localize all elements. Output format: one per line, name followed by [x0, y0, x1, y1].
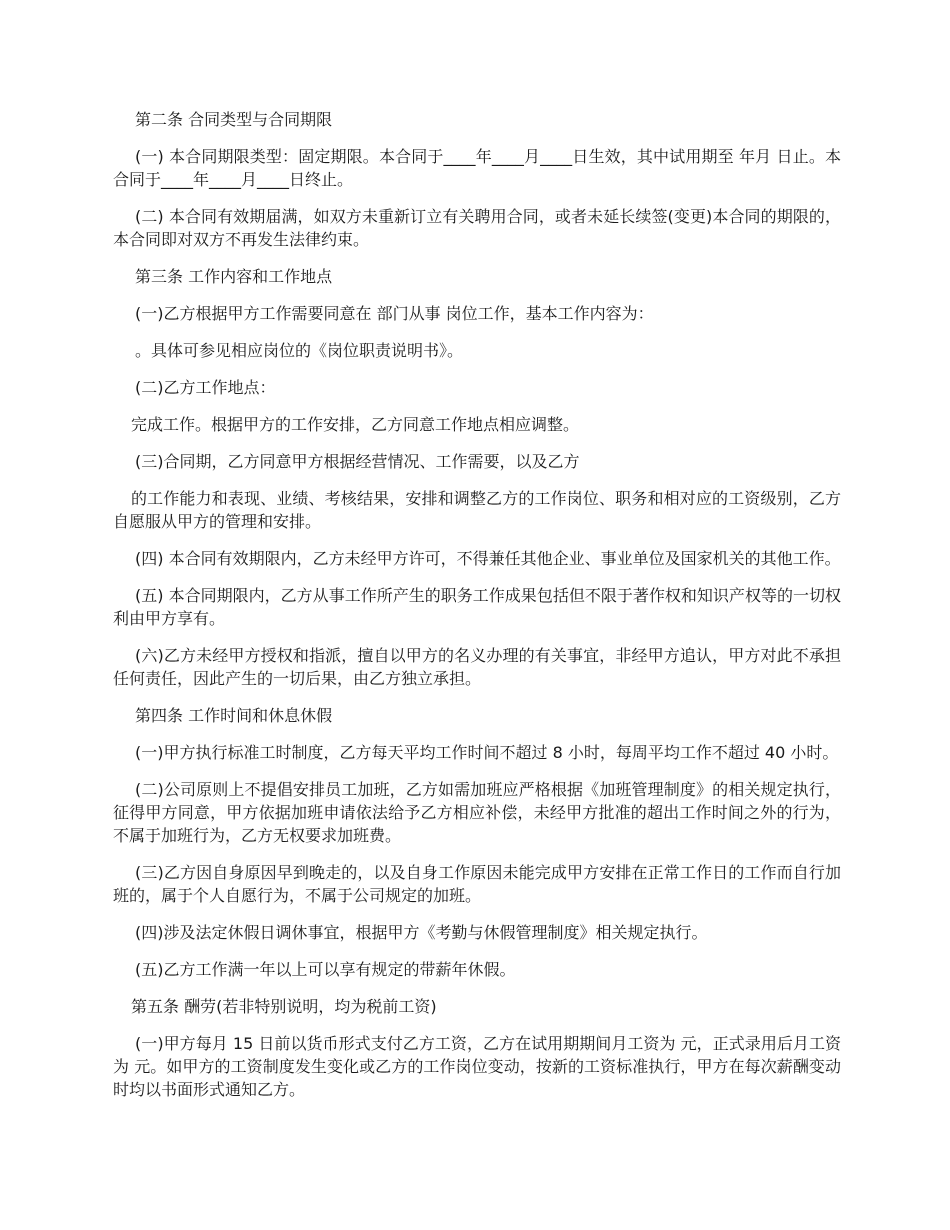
article-2-heading: 第二条 合同类型与合同期限 — [135, 110, 333, 129]
article-4-clause-4: (四)涉及法定休假日调休事宜，根据甲方《考勤与休假管理制度》相关规定执行。 — [135, 923, 708, 942]
article-4-clause-5: (五)乙方工作满一年以上可以享有规定的带薪年休假。 — [135, 960, 516, 979]
article-4-clause-2: (二)公司原则上不提倡安排员工加班，乙方如需加班应严格根据《加班管理制度》的相关规定执行，征得甲方同意，甲方依据加班申请依法给予乙方相应补偿，未经甲方批准的超出工作时间之外的行为，不属于加班行为，乙方无权要求加班费。 — [113, 780, 841, 845]
article-4-clause-1: (一)甲方执行标准工时制度，乙方每天平均工作时间不超过 8 小时，每周平均工作不超过 40 小时。 — [135, 743, 839, 762]
article-3-clause-2-cont: 完成工作。根据甲方的工作安排，乙方同意工作地点相应调整。 — [131, 415, 580, 434]
article-4-clause-3: (三)乙方因自身原因早到晚走的，以及自身工作原因未能完成甲方安排在正常工作日的工作而自行加班的，属于个人自愿行为，不属于公司规定的加班。 — [113, 863, 841, 905]
article-5-heading: 第五条 酬劳(若非特别说明，均为税前工资) — [131, 997, 437, 1016]
article-3-clause-3: (三)合同期，乙方同意甲方根据经营情况、工作需要，以及乙方 — [135, 452, 580, 471]
article-3-clause-6: (六)乙方未经甲方授权和指派，擅自以甲方的名义办理的有关事宜，非经甲方追认，甲方对此不承担任何责任，因此产生的一切后果，由乙方独立承担。 — [113, 646, 841, 688]
article-3-clause-2: (二)乙方工作地点： — [135, 378, 276, 397]
article-5-clause-1: (一)甲方每月 15 日前以货币形式支付乙方工资，乙方在试用期期间月工资为 元，正式录用后月工资为 元。如甲方的工资制度发生变化或乙方的工作岗位变动，按新的工资标准执行，甲方在每次薪酬变动时均以书面形式通知乙方。 — [113, 1034, 841, 1099]
document-page — [113, 108, 841, 1115]
article-3-clause-5: (五) 本合同期限内，乙方从事工作所产生的职务工作成果包括但不限于著作权和知识产权等的一切权利由甲方享有。 — [113, 586, 841, 628]
article-4-heading: 第四条 工作时间和休息休假 — [135, 706, 333, 725]
article-3-clause-3-cont: 的工作能力和表现、业绩、考核结果，安排和调整乙方的工作岗位、职务和相对应的工资级别，乙方自愿服从甲方的管理和安排。 — [113, 489, 841, 531]
article-2-clause-2: (二) 本合同有效期届满，如双方未重新订立有关聘用合同，或者未延长续签(变更)本合同的期限的，本合同即对双方不再发生法律约束。 — [113, 207, 841, 249]
article-3-heading: 第三条 工作内容和工作地点 — [135, 267, 333, 286]
article-3-clause-1-cont: 。具体可参见相应岗位的《岗位职责说明书》。 — [135, 341, 464, 360]
article-3-clause-1: (一)乙方根据甲方工作需要同意在 部门从事 岗位工作，基本工作内容为： — [135, 304, 654, 323]
article-3-clause-4: (四) 本合同有效期限内，乙方未经甲方许可，不得兼任其他企业、事业单位及国家机关的其他工作。 — [135, 549, 841, 568]
article-2-clause-1: (一) 本合同期限类型：固定期限。本合同于____年____月____日生效，其中试用期至 年月 日止。本合同于____年____月____日终止。 — [113, 147, 841, 189]
